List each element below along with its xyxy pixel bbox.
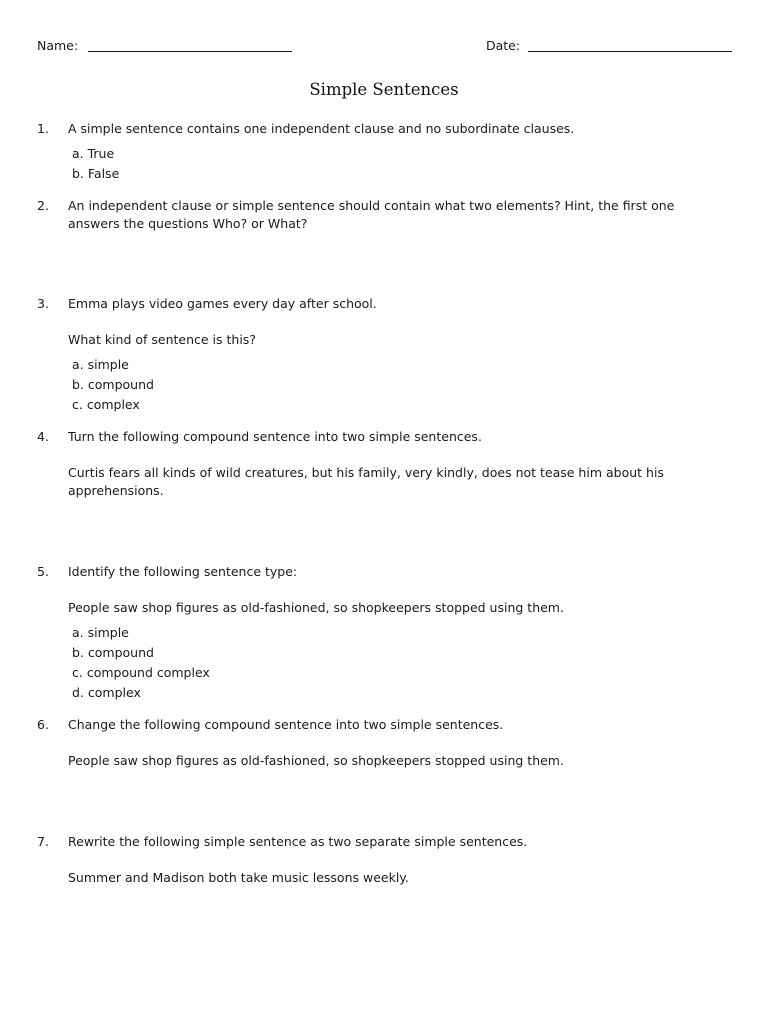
answer-option[interactable]: b. compound [72, 377, 154, 392]
passage-line-2: apprehensions. [68, 483, 164, 498]
passage: Summer and Madison both take music lessons weekly. [68, 870, 409, 885]
question-number: 3. [37, 296, 49, 311]
question-number: 2. [37, 198, 49, 213]
passage: People saw shop figures as old-fashioned, so shopkeepers stopped using them. [68, 753, 564, 768]
answer-option[interactable]: d. complex [72, 685, 141, 700]
answer-option[interactable]: a. simple [72, 357, 129, 372]
question-number: 5. [37, 564, 49, 579]
answer-option[interactable]: b. False [72, 166, 120, 181]
answer-option[interactable]: c. complex [72, 397, 140, 412]
question-number: 1. [37, 121, 49, 136]
question-text: Change the following compound sentence into two simple sentences. [68, 717, 504, 732]
page-title: Simple Sentences [309, 80, 459, 99]
question-text: Identify the following sentence type: [68, 564, 298, 579]
answer-option[interactable]: c. compound complex [72, 665, 210, 680]
question-text: Emma plays video games every day after school. [68, 296, 377, 311]
answer-option[interactable]: a. True [72, 146, 115, 161]
answer-option[interactable]: a. simple [72, 625, 129, 640]
date-field-line[interactable] [528, 51, 732, 52]
question-text: Rewrite the following simple sentence as two separate simple sentences. [68, 834, 528, 849]
question-text: A simple sentence contains one independent clause and no subordinate clauses. [68, 121, 575, 136]
question-text-line-2: answers the questions Who? or What? [68, 216, 308, 231]
question-number: 7. [37, 834, 49, 849]
passage: People saw shop figures as old-fashioned, so shopkeepers stopped using them. [68, 600, 564, 615]
date-label: Date: [486, 38, 521, 53]
name-label: Name: [37, 38, 79, 53]
answer-option[interactable]: b. compound [72, 645, 154, 660]
question-text-line-1: An independent clause or simple sentence should contain what two elements? Hint, the first one [68, 198, 675, 213]
question-prompt: What kind of sentence is this? [68, 332, 256, 347]
question-text: Turn the following compound sentence into two simple sentences. [68, 429, 482, 444]
question-number: 4. [37, 429, 49, 444]
name-field-line[interactable] [88, 51, 292, 52]
passage-line-1: Curtis fears all kinds of wild creatures, but his family, very kindly, does not tease him about his [68, 465, 664, 480]
question-number: 6. [37, 717, 49, 732]
